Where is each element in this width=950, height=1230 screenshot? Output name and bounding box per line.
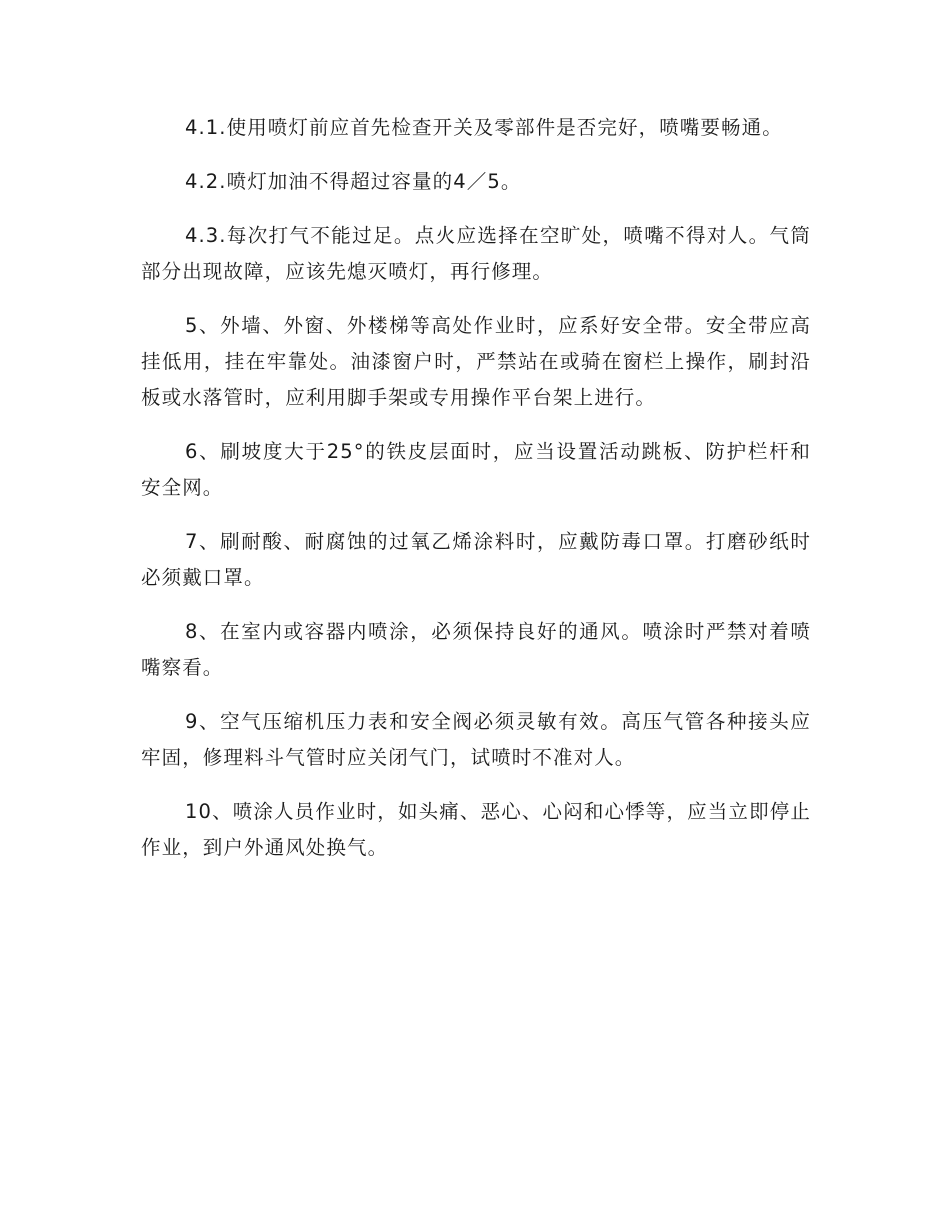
paragraph-6: 6、刷坡度大于25°的铁皮层面时，应当设置活动跳板、防护栏杆和安全网。 [141,440,811,499]
paragraph-9: 9、空气压缩机压力表和安全阀必须灵敏有效。高压气管各种接头应牢固，修理料斗气管时应关闭气门，试喷时不准对人。 [141,710,811,769]
paragraph-10: 10、喷涂人员作业时，如头痛、恶心、心闷和心悸等，应当立即停止作业，到户外通风处换气。 [141,800,811,859]
paragraph-5: 5、外墙、外窗、外楼梯等高处作业时，应系好安全带。安全带应高挂低用，挂在牢靠处。油漆窗户时，严禁站在或骑在窗栏上操作，刷封沿板或水落管时，应利用脚手架或专用操作平台架上进行。 [141,314,811,409]
paragraph-4-3: 4.3.每次打气不能过足。点火应选择在空旷处，喷嘴不得对人。气筒部分出现故障，应该先熄灭喷灯，再行修理。 [141,224,811,283]
paragraph-4-1: 4.1.使用喷灯前应首先检查开关及零部件是否完好，喷嘴要畅通。 [185,116,783,139]
paragraph-8: 8、在室内或容器内喷涂，必须保持良好的通风。喷涂时严禁对着喷嘴察看。 [141,620,811,679]
paragraph-7: 7、刷耐酸、耐腐蚀的过氧乙烯涂料时，应戴防毒口罩。打磨砂纸时必须戴口罩。 [141,530,811,589]
paragraph-4-2: 4.2.喷灯加油不得超过容量的4／5。 [185,170,522,193]
document-body [141,110,811,884]
